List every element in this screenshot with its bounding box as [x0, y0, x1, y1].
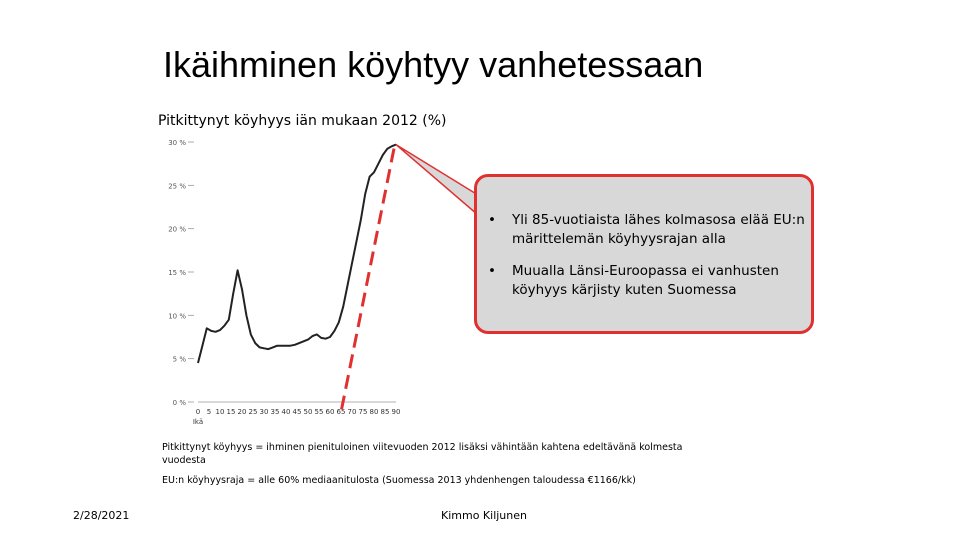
x-tick-label: 75 [358, 408, 368, 416]
x-tick-label: 85 [380, 408, 390, 416]
callout-bullet-2 [488, 262, 818, 300]
x-axis-label: Ikä [192, 418, 204, 426]
x-tick-label: 60 [325, 408, 335, 416]
y-tick-label: 30 % [168, 139, 186, 147]
x-tick-label: 55 [314, 408, 324, 416]
slide-title: Ikäihminen köyhtyy vanhetessaan [163, 44, 704, 85]
x-tick-label: 0 [195, 408, 201, 416]
definition-note-long-term-poverty: Pitkittynyt köyhyys = ihminen pienituloinen viitevuoden 2012 lisäksi vähintään kahtena edeltävänä kolmesta vuodesta [162, 442, 683, 466]
bullet-dot: • [488, 263, 496, 279]
footer-date: 2/28/2021 [73, 509, 130, 522]
y-tick-label: 5 % [172, 355, 186, 364]
callout-bullets [488, 211, 818, 313]
x-tick-label: 80 [369, 408, 379, 416]
x-tick-label: 30 [259, 408, 269, 416]
chart-title: Pitkittynyt köyhyys iän mukaan 2012 (%) [158, 113, 447, 129]
x-tick-label: 45 [292, 408, 302, 416]
y-tick-label: 20 % [168, 225, 186, 234]
x-tick-label: 65 [336, 408, 346, 416]
x-tick-label: 15 [226, 408, 236, 416]
definition-note-poverty-line: EU:n köyhyysraja = alle 60% mediaanitulosta (Suomessa 2013 yhdenhengen taloudessa €1166/kk) [162, 475, 636, 486]
x-tick-label: 35 [270, 408, 280, 416]
x-tick-label: 5 [206, 408, 212, 416]
bullet-dot: • [488, 212, 496, 228]
callout-bullet-text: Yli 85-vuotiaista lähes kolmasosa elää EU:n märittelemän köyhyysrajan alla [512, 212, 805, 247]
x-tick-label: 10 [215, 408, 225, 416]
y-tick-label: 25 % [168, 182, 186, 191]
poverty-series-line [198, 145, 396, 363]
footer-author: Kimmo Kiljunen [441, 509, 527, 522]
x-tick-label: 25 [248, 408, 258, 416]
y-tick-label: 10 % [168, 312, 186, 321]
x-tick-label: 50 [303, 408, 313, 416]
callout-pointer [396, 145, 478, 215]
x-tick-label: 90 [391, 408, 401, 416]
x-tick-label: 70 [347, 408, 357, 416]
x-tick-label: 40 [281, 408, 291, 416]
callout-bullet-text: Muualla Länsi-Euroopassa ei vanhusten köyhyys kärjisty kuten Suomessa [512, 263, 779, 298]
y-tick-label: 0 % [172, 399, 186, 407]
callout-bullet-1 [488, 211, 818, 249]
x-tick-label: 20 [237, 408, 247, 416]
y-tick-label: 15 % [168, 269, 186, 277]
